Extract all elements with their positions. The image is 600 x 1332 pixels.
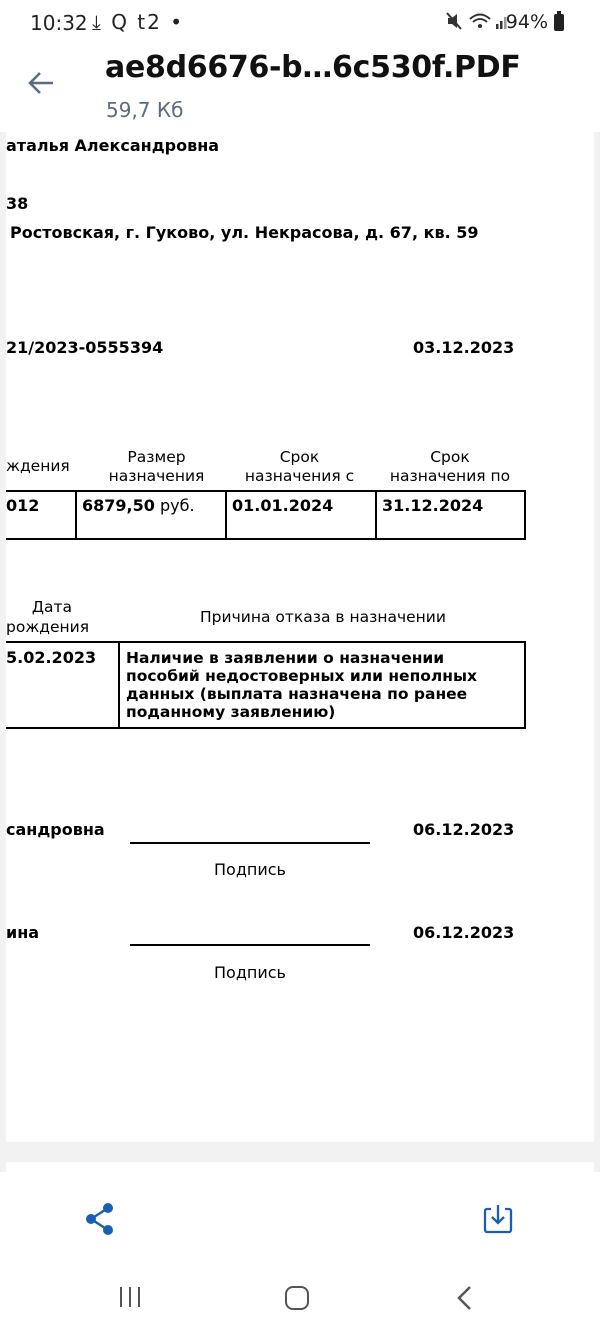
- recipient-name: аталья Александровна: [6, 136, 220, 155]
- pdf-viewer[interactable]: [0, 132, 600, 1172]
- table1-header-amount: Размер назначения: [108, 448, 205, 485]
- recent-apps-icon[interactable]: [118, 1286, 142, 1308]
- table1-cell-from: 01.01.2024: [232, 496, 334, 515]
- table1-divider: [225, 490, 227, 540]
- recipient-code: 38: [6, 194, 29, 213]
- table2-header-birth: рождения: [6, 618, 90, 636]
- home-icon[interactable]: [285, 1286, 309, 1310]
- arrow-left-icon[interactable]: [26, 68, 56, 98]
- signature-label: Подпись: [214, 860, 286, 879]
- system-nav-bar: [0, 1268, 600, 1332]
- app-bar: [0, 44, 600, 132]
- signature-name: ина: [6, 923, 40, 942]
- table1-cell-amount: 6879,50 руб.: [82, 496, 195, 515]
- table1-bottom-border: [6, 538, 526, 540]
- table1-cell-to: 31.12.2024: [382, 496, 484, 515]
- signature-name: сандровна: [6, 820, 105, 839]
- nav-back-icon[interactable]: [455, 1285, 475, 1311]
- table1-divider: [524, 490, 526, 540]
- table1-divider: [75, 490, 77, 540]
- table1-top-border: [6, 490, 526, 492]
- table2-divider: [524, 641, 526, 729]
- table2-reason-line: пособий недостоверных или неполных: [126, 667, 478, 685]
- table2-divider: [118, 641, 120, 729]
- signature-line: [130, 944, 370, 946]
- table2-reason-line: данных (выплата назначена по ранее: [126, 685, 468, 703]
- mute-wifi-signal-icon: [446, 11, 510, 31]
- status-time: 10:32: [30, 11, 88, 35]
- pdf-page: [6, 132, 594, 1142]
- download-icon[interactable]: [482, 1203, 514, 1235]
- signature-label: Подпись: [214, 963, 286, 982]
- case-number: 21/2023-0555394: [6, 338, 164, 357]
- table2-header-reason: Причина отказа в назначении: [200, 608, 446, 626]
- signature-line: [130, 842, 370, 844]
- table2-cell-date: 5.02.2023: [6, 648, 97, 667]
- table1-header-from: Срок назначения с: [244, 448, 355, 485]
- battery-icon: [554, 14, 564, 31]
- table1-cell-birth: 012: [6, 496, 40, 515]
- table2-reason-line: Наличие в заявлении о назначении: [126, 649, 445, 667]
- table2-bottom-border: [6, 727, 526, 729]
- table2-top-border: [6, 641, 526, 643]
- table1-header-to: Срок назначения по: [389, 448, 511, 485]
- table2-reason-line: поданному заявлению): [126, 703, 336, 721]
- bottom-toolbar: [0, 1172, 600, 1268]
- signature-date: 06.12.2023: [413, 923, 515, 942]
- share-icon[interactable]: [84, 1202, 116, 1236]
- recipient-address: Ростовская, г. Гуково, ул. Некрасова, д. 67, кв. 59: [10, 223, 479, 242]
- table2-header-date: Дата: [31, 598, 73, 616]
- case-date: 03.12.2023: [413, 338, 515, 357]
- battery-percent: 94%: [505, 11, 548, 33]
- file-size: 59,7 Кб: [106, 98, 184, 122]
- status-signal-icons: [446, 11, 510, 36]
- signature-date: 06.12.2023: [413, 820, 515, 839]
- table1-divider: [375, 490, 377, 540]
- status-notification-icons: ⤓ Q t2 •: [92, 10, 185, 34]
- status-bar: [0, 0, 600, 44]
- file-title: ae8d6676-b…6c530f.PDF: [105, 50, 521, 85]
- table1-header-birth: ждения: [6, 457, 70, 475]
